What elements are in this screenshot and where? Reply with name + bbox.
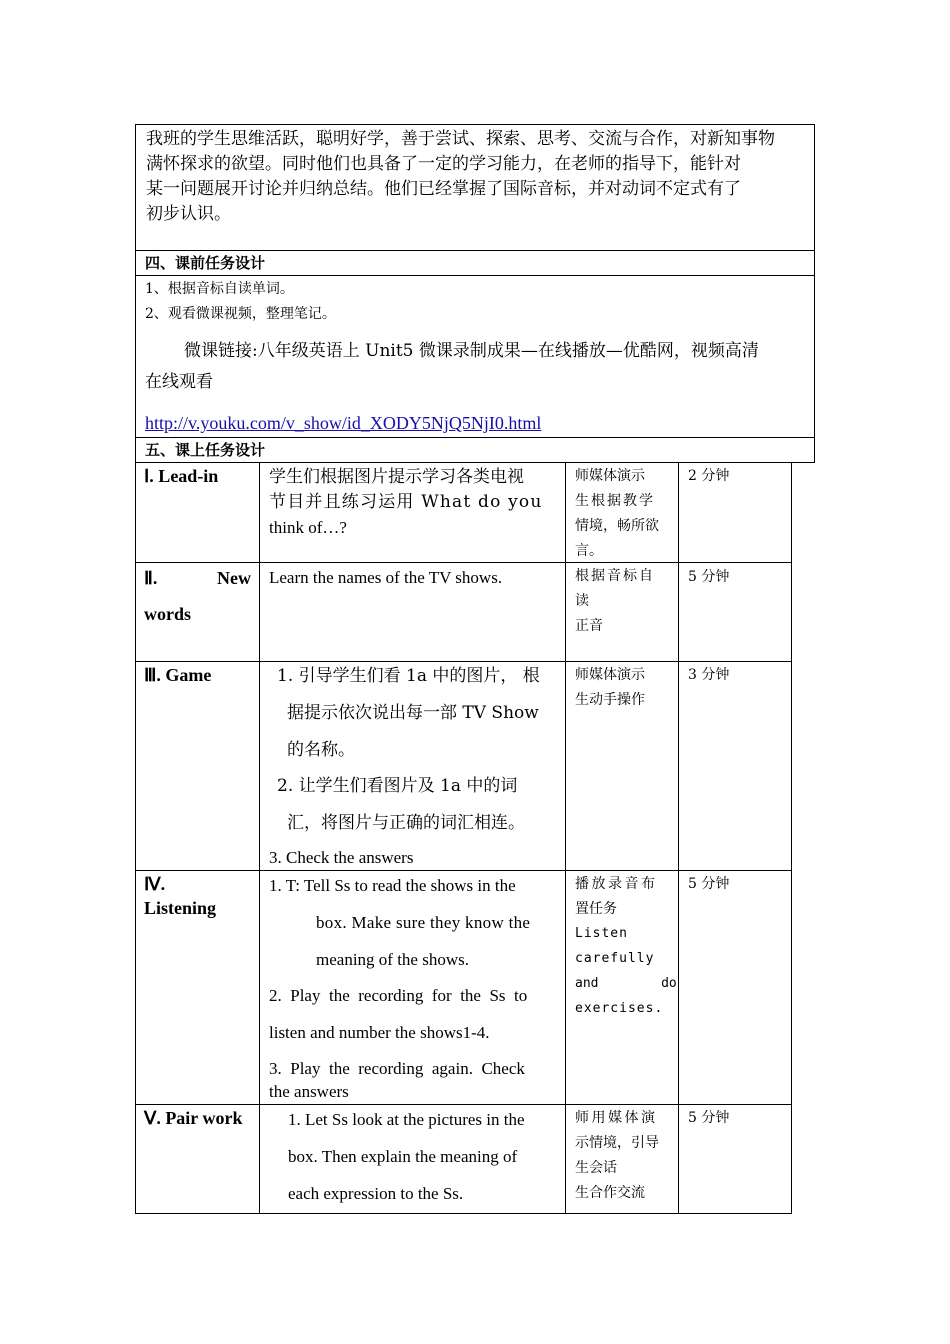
time-value: 5 分钟	[688, 1110, 730, 1126]
section-5-title: 五、课上任务设计	[145, 441, 266, 459]
intro-line: 某一问题展开讨论并归纳总结。他们已经掌握了国际音标，并对动词不定式有了	[146, 179, 741, 199]
method-line: 生合作交流	[575, 1185, 645, 1201]
stage-cell	[135, 462, 260, 563]
content-line: 的名称。	[287, 740, 355, 760]
stage-label: Ⅳ.	[144, 874, 166, 894]
content-line: each expression to the Ss.	[288, 1184, 464, 1203]
task-item: 2、观看微课视频，整理笔记。	[145, 306, 336, 322]
method-line: carefully	[575, 951, 655, 966]
content-cell	[259, 462, 566, 563]
content-line: meaning of the shows.	[316, 950, 469, 969]
content-line: 1. 引导学生们看 1a 中的图片， 根	[277, 666, 540, 686]
stage-cell	[135, 870, 260, 1105]
stage-label: New	[217, 568, 251, 588]
method-line: 生动手操作	[575, 692, 645, 708]
method-line: 师媒体演示	[575, 667, 645, 683]
method-line: 根据音标自	[575, 568, 655, 584]
stage-cell	[135, 562, 260, 662]
time-value: 3 分钟	[688, 667, 730, 683]
content-line: 节目并且练习运用 What do you	[269, 492, 543, 512]
time-value: 5 分钟	[688, 876, 730, 892]
content-line: 1. T: Tell Ss to read the shows in the	[269, 876, 516, 895]
time-cell	[678, 462, 792, 563]
micro-lesson-link-text-2: 在线观看	[145, 372, 213, 392]
section-5-header	[135, 437, 815, 463]
method-line: 示情境，引导	[575, 1135, 659, 1151]
content-line: 1. Let Ss look at the pictures in the	[288, 1110, 525, 1129]
content-line: 3. Check the answers	[269, 848, 414, 867]
method-cell	[565, 870, 679, 1105]
content-cell	[259, 562, 566, 662]
method-line: exercises.	[575, 1001, 664, 1016]
method-line: 读	[575, 593, 589, 609]
time-value: 5 分钟	[688, 569, 730, 585]
stage-cell	[135, 1104, 260, 1214]
method-cell	[565, 562, 679, 662]
method-cell	[565, 1104, 679, 1214]
intro-line: 初步认识。	[146, 204, 231, 224]
time-cell	[678, 661, 792, 871]
content-line: the answers	[269, 1082, 349, 1101]
intro-line: 我班的学生思维活跃，聪明好学，善于尝试、探索、思考、交流与合作，对新知事物	[146, 129, 775, 149]
method-line: Listen	[575, 926, 628, 941]
time-cell	[678, 870, 792, 1105]
content-line: 3. Play the recording again. Check	[269, 1059, 525, 1078]
content-line: 据提示依次说出每一部 TV Show	[287, 703, 539, 723]
time-cell	[678, 562, 792, 662]
stage-cell	[135, 661, 260, 871]
content-cell	[259, 1104, 566, 1214]
time-cell	[678, 1104, 792, 1214]
content-cell	[259, 870, 566, 1105]
time-value: 2 分钟	[688, 468, 730, 484]
stage-label: Listening	[144, 898, 217, 918]
method-line: 生会话	[575, 1160, 617, 1176]
stage-label: Ⅱ.	[144, 568, 158, 588]
stage-label: words	[144, 604, 192, 624]
video-url-link[interactable]: http://v.youku.com/v_show/id_XODY5NjQ5NjI0.html	[145, 413, 542, 433]
intro-line: 满怀探求的欲望。同时他们也具备了一定的学习能力，在老师的指导下，能针对	[146, 154, 741, 174]
method-line: 师媒体演示	[575, 468, 645, 484]
method-line: 情境，畅所欲	[575, 518, 659, 534]
content-line: box. Make sure they know the	[316, 913, 531, 932]
content-line: 汇，将图片与正确的词汇相连。	[287, 813, 525, 833]
method-line: 正音	[575, 618, 603, 634]
content-line: listen and number the shows1-4.	[269, 1023, 490, 1042]
intro-box	[135, 124, 815, 251]
section-4-title: 四、课前任务设计	[145, 254, 266, 272]
content-line: 2. Play the recording for the Ss to	[269, 986, 528, 1005]
method-line: 生根据教学	[575, 493, 655, 509]
method-cell	[565, 462, 679, 563]
stage-label: Ⅲ. Game	[144, 665, 212, 685]
method-line: 言。	[575, 543, 603, 559]
stage-label: Ⅰ. Lead-in	[144, 466, 219, 486]
content-cell	[259, 661, 566, 871]
micro-lesson-link-text: 微课链接:八年级英语上 Unit5 微课录制成果—在线播放—优酷网，视频高清	[184, 341, 759, 361]
content-line: think of…?	[269, 518, 347, 537]
stage-label: Ⅴ. Pair work	[144, 1108, 243, 1128]
method-line: 置任务	[575, 901, 617, 917]
content-line: 2. 让学生们看图片及 1a 中的词	[277, 776, 518, 796]
content-line: Learn the names of the TV shows.	[269, 568, 503, 587]
task-item: 1、根据音标自读单词。	[145, 281, 294, 297]
method-line: 播放录音布	[575, 876, 658, 892]
section-4-header	[135, 250, 815, 276]
section-4-content	[135, 275, 815, 438]
method-line: and do	[575, 976, 677, 991]
content-line: 学生们根据图片提示学习各类电视	[269, 467, 524, 487]
content-line: box. Then explain the meaning of	[288, 1147, 518, 1166]
method-cell	[565, 661, 679, 871]
method-line: 师用媒体演	[575, 1110, 658, 1126]
